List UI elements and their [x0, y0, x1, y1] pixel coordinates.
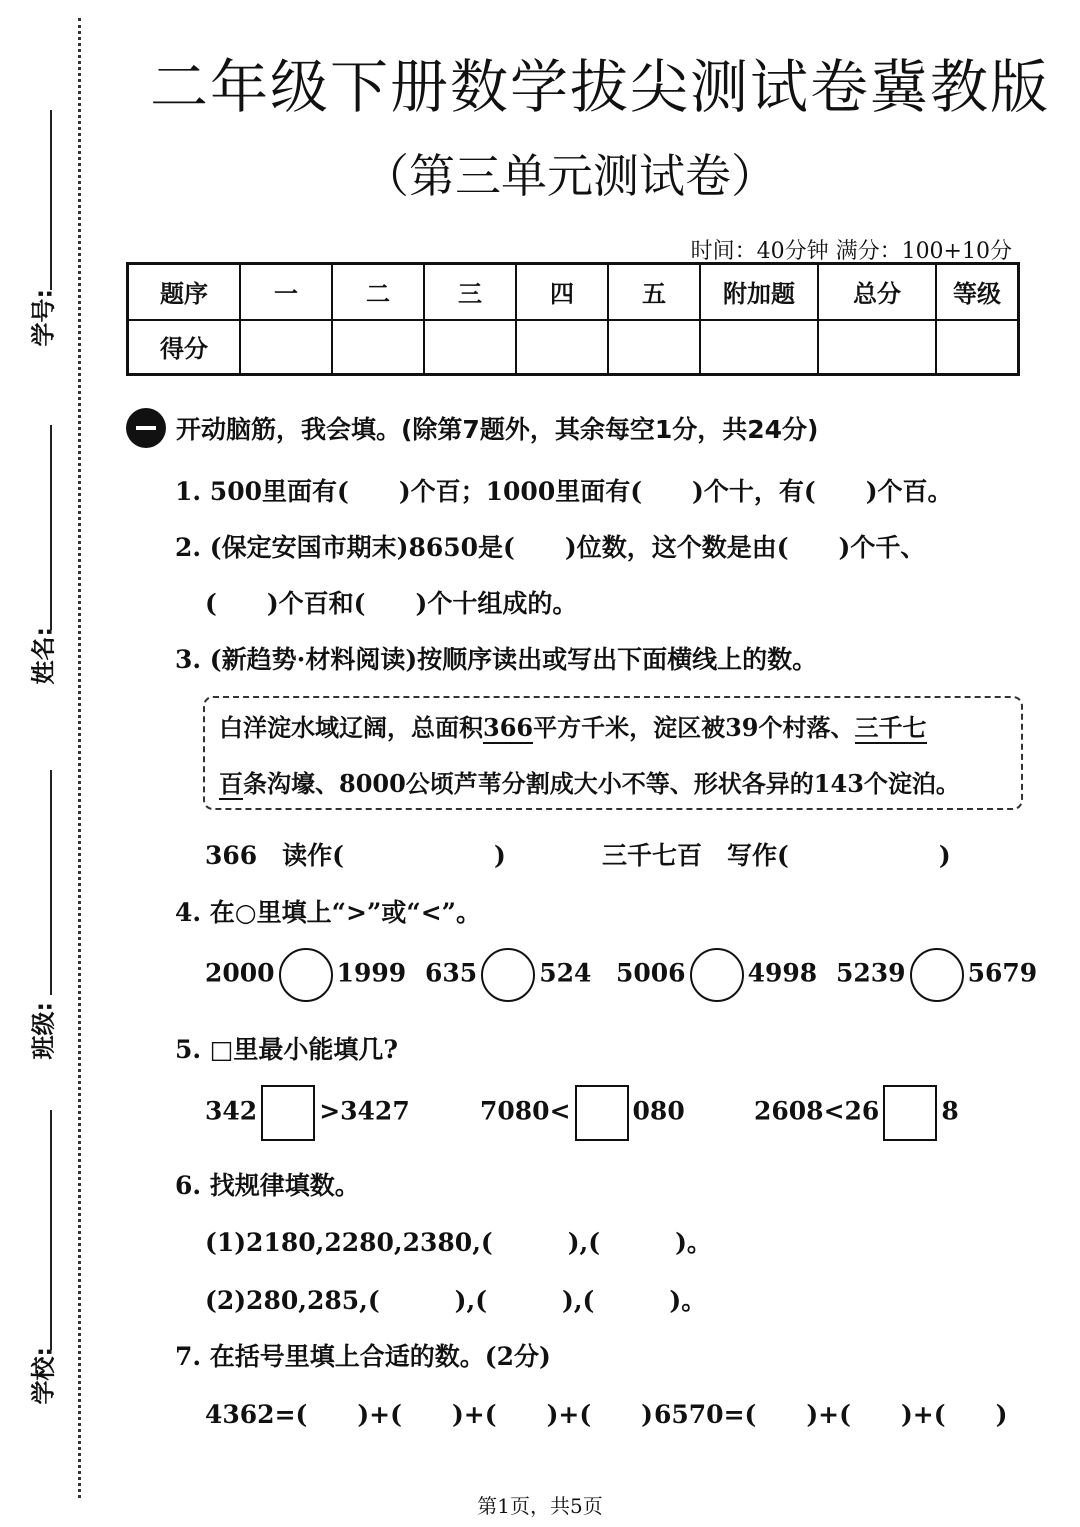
- compare-circle[interactable]: [481, 948, 535, 1002]
- question-6-part-2[interactable]: (2)280,285,( ),( ),( )。: [205, 1286, 707, 1315]
- page-title: 二年级下册数学拔尖测试卷冀教版: [149, 53, 1050, 121]
- school-label: 学校:: [29, 1346, 58, 1405]
- underlined-number: 366: [483, 713, 534, 742]
- page-subtitle: （第三单元测试卷）: [363, 149, 777, 203]
- question-7: 7. 在括号里填上合适的数。(2分): [175, 1342, 551, 1371]
- fill-box[interactable]: [575, 1085, 629, 1141]
- question-3: 3. (新趋势·材料阅读)按顺序读出或写出下面横线上的数。: [175, 645, 818, 674]
- score-header-cell: 四: [516, 264, 608, 320]
- class-line: [50, 770, 52, 995]
- score-table: [126, 262, 1020, 376]
- section-title: 开动脑筋，我会填。(除第7题外，其余每空1分，共24分): [176, 415, 819, 444]
- student-no-label: 学号:: [29, 288, 58, 347]
- question-2[interactable]: 2. (保定安国市期末)8650是( )位数，这个数是由( )个千、: [175, 533, 926, 562]
- question-4: 4. 在○里填上“>”或“<”。: [175, 898, 482, 927]
- compare-circle[interactable]: [910, 948, 964, 1002]
- question-5: 5. □里最小能填几?: [175, 1035, 399, 1064]
- name-label: 姓名:: [29, 626, 58, 685]
- score-header-cell: 二: [332, 264, 424, 320]
- score-header-cell: 题序: [128, 264, 241, 320]
- question-2-cont[interactable]: ( )个百和( )个十组成的。: [205, 589, 578, 618]
- score-input-cell[interactable]: [700, 320, 818, 375]
- class-label: 班级:: [29, 1001, 58, 1060]
- score-header-cell: 一: [240, 264, 332, 320]
- question-1[interactable]: 1. 500里面有( )个百；1000里面有( )个十，有( )个百。: [175, 477, 953, 506]
- fill-box-item: 2608<26 8: [754, 1085, 959, 1141]
- question-3-answer-1[interactable]: 366 读作( ): [205, 841, 506, 870]
- score-row-label: 得分: [128, 320, 241, 375]
- reading-line-2: 百条沟壕、8000公顷芦苇分割成大小不等、形状各异的143个淀泊。: [219, 769, 960, 798]
- score-input-cell[interactable]: [516, 320, 608, 375]
- question-6-part-1[interactable]: (1)2180,2280,2380,( ),( )。: [205, 1228, 712, 1257]
- fill-box-item: 7080< 080: [480, 1085, 685, 1141]
- score-input-cell[interactable]: [608, 320, 700, 375]
- question-7-part-1[interactable]: 4362=( )+( )+( )+( ): [205, 1400, 653, 1429]
- score-header-cell: 附加题: [700, 264, 818, 320]
- reading-line-1: 白洋淀水域辽阔，总面积366平方千米，淀区被39个村落、三千七: [219, 713, 927, 742]
- score-input-cell[interactable]: [424, 320, 516, 375]
- compare-circle[interactable]: [690, 948, 744, 1002]
- underlined-number: 三千七: [854, 713, 927, 742]
- reading-material-box: [203, 696, 1023, 810]
- underlined-number: 百: [219, 769, 243, 798]
- fill-box[interactable]: [883, 1085, 937, 1141]
- score-header-cell: 三: [424, 264, 516, 320]
- section-number-badge-icon: [126, 408, 166, 448]
- question-7-part-2[interactable]: 6570=( )+( )+( ): [654, 1400, 1008, 1429]
- compare-item: 5006 4998: [616, 948, 817, 1002]
- score-input-cell[interactable]: [936, 320, 1019, 375]
- fill-box-item: 342 >3427: [205, 1085, 410, 1141]
- page-footer: 第1页，共5页: [477, 1494, 603, 1518]
- score-header-cell: 五: [608, 264, 700, 320]
- fill-box[interactable]: [261, 1085, 315, 1141]
- compare-item: 635 524: [425, 948, 591, 1002]
- exam-meta: 时间：40分钟 满分：100+10分: [690, 239, 1012, 264]
- student-no-line: [50, 110, 52, 290]
- score-header-cell: 总分: [818, 264, 936, 320]
- score-input-cell[interactable]: [332, 320, 424, 375]
- binding-dashed-line: [78, 18, 81, 1498]
- compare-item: 5239 5679: [836, 948, 1037, 1002]
- score-input-cell[interactable]: [240, 320, 332, 375]
- compare-item: 2000 1999: [205, 948, 406, 1002]
- question-6: 6. 找规律填数。: [175, 1171, 360, 1200]
- score-header-cell: 等级: [936, 264, 1019, 320]
- name-line: [50, 425, 52, 630]
- school-line: [50, 1110, 52, 1350]
- compare-circle[interactable]: [279, 948, 333, 1002]
- section-heading: [126, 408, 818, 448]
- score-input-cell[interactable]: [818, 320, 936, 375]
- question-3-answer-2[interactable]: 三千七百 写作( ): [602, 841, 951, 870]
